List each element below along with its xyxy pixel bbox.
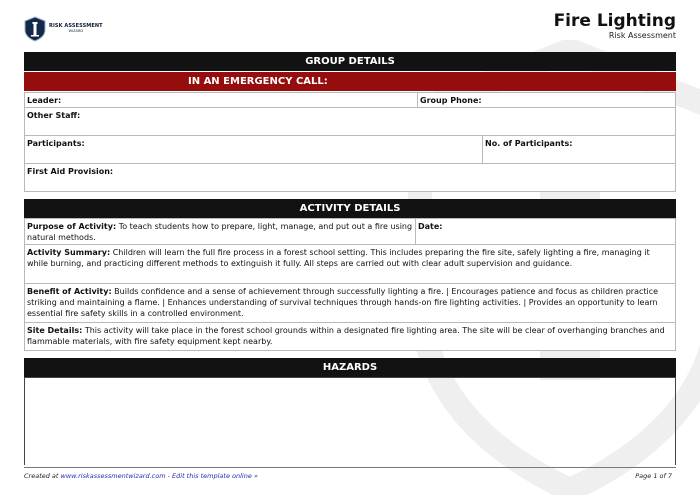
date-label: Date: bbox=[418, 222, 443, 231]
hazards-heading: HAZARDS bbox=[24, 358, 676, 377]
summary-text: Children will learn the full fire process in a forest school setting. This includes preparing the fire site, safely lighting a fire, managing it while burning, and practicing different methods to extinguish it fully. All steps are carried out with clear adult supervision and guidance. bbox=[27, 248, 650, 268]
summary-row bbox=[24, 245, 676, 284]
footer-edit-template-link[interactable]: www.riskassessmentwizard.com - Edit this template online » bbox=[60, 472, 258, 480]
benefit-row bbox=[24, 284, 676, 323]
site-text: This activity will take place in the forest school grounds within a designated fire lighting area. The site will be clear of overhanging branches and flammable materials, with fire safety equipment kept nearby. bbox=[27, 326, 665, 346]
leader-field[interactable] bbox=[25, 93, 417, 107]
brand-logo bbox=[24, 16, 103, 42]
emergency-call-heading: IN AN EMERGENCY CALL: bbox=[24, 72, 676, 91]
summary-field[interactable] bbox=[25, 245, 675, 283]
other-staff-row bbox=[24, 108, 676, 136]
no-of-participants-field[interactable] bbox=[482, 136, 675, 163]
first-aid-field[interactable] bbox=[25, 164, 675, 191]
group-details-heading: GROUP DETAILS bbox=[24, 52, 676, 71]
footer-credit bbox=[24, 472, 258, 480]
date-field[interactable] bbox=[415, 219, 675, 244]
other-staff-field[interactable] bbox=[25, 108, 675, 135]
participants-label: Participants: bbox=[27, 139, 85, 148]
purpose-field[interactable] bbox=[25, 219, 415, 244]
site-field[interactable] bbox=[25, 323, 675, 350]
document-title-block bbox=[554, 11, 676, 40]
participants-field[interactable] bbox=[25, 136, 482, 163]
first-aid-row bbox=[24, 164, 676, 192]
benefit-label: Benefit of Activity: bbox=[27, 287, 112, 296]
participants-row bbox=[24, 136, 676, 164]
leader-label: Leader: bbox=[27, 96, 62, 105]
purpose-text: To teach students how to prepare, light, manage, and put out a fire using natural methods. bbox=[27, 222, 413, 242]
logo-text-line2: WIZARD bbox=[68, 29, 84, 34]
footer-divider bbox=[24, 467, 676, 468]
leader-row bbox=[24, 92, 676, 108]
benefit-text: Builds confidence and a sense of achievement through successfully lighting a fire. | Encourages patience and focus as children practice striking and maintaining a flame. | Enhances understanding of survival techniques through hands-on fire lighting activities. | Provides an opportunity to learn essential fire safety skills in a controlled environment. bbox=[27, 287, 659, 318]
document-title: Fire Lighting bbox=[553, 11, 676, 31]
other-staff-label: Other Staff: bbox=[27, 111, 81, 120]
lighthouse-shield-icon bbox=[24, 16, 46, 42]
footer-created-prefix: Created at bbox=[24, 472, 61, 480]
hazards-table-area bbox=[24, 377, 676, 465]
summary-label: Activity Summary: bbox=[27, 248, 111, 257]
purpose-label: Purpose of Activity: bbox=[27, 222, 117, 231]
benefit-field[interactable] bbox=[25, 284, 675, 322]
page-number: Page 1 of 7 bbox=[635, 472, 672, 480]
site-label: Site Details: bbox=[27, 326, 83, 335]
document-subtitle: Risk Assessment bbox=[608, 31, 676, 40]
first-aid-label: First Aid Provision: bbox=[27, 167, 114, 176]
group-phone-label: Group Phone: bbox=[420, 96, 482, 105]
activity-details-heading: ACTIVITY DETAILS bbox=[24, 199, 676, 218]
no-of-participants-label: No. of Participants: bbox=[485, 139, 573, 148]
group-phone-field[interactable] bbox=[417, 93, 675, 107]
site-row bbox=[24, 323, 676, 351]
purpose-row bbox=[24, 218, 676, 245]
logo-text-line1: RISK ASSESSMENT bbox=[49, 23, 103, 30]
